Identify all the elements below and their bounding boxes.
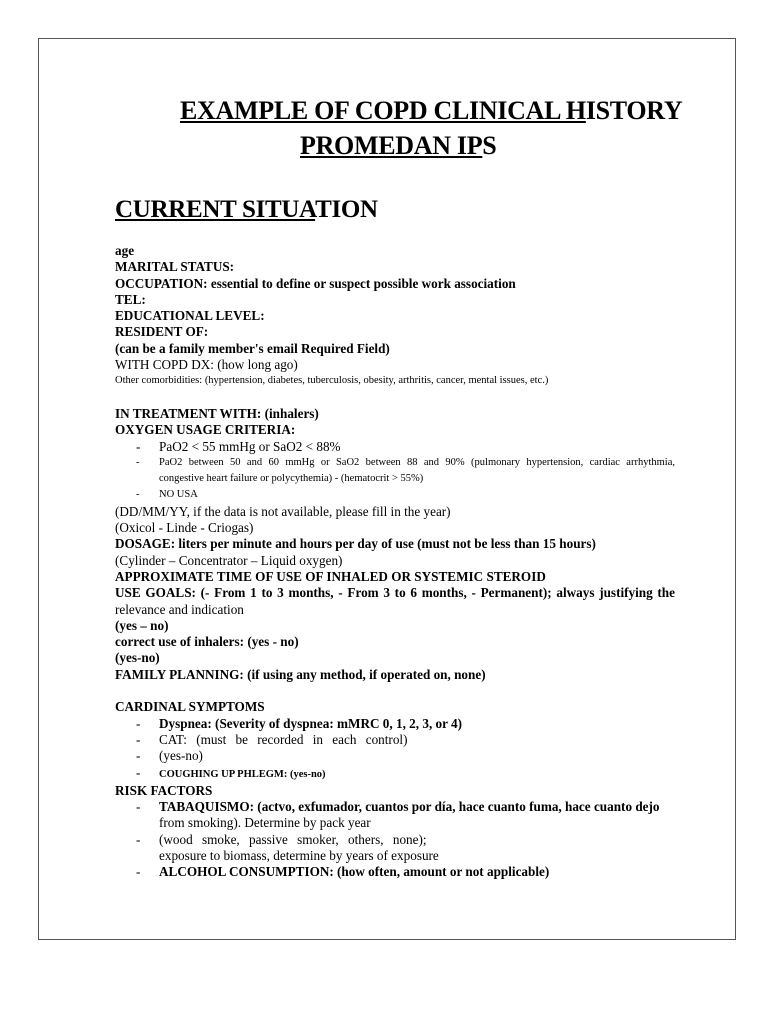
field-copd-dx: WITH COPD DX: (how long ago) <box>115 357 298 373</box>
bullet-dash: - <box>136 764 141 780</box>
bullet-dash: - <box>136 799 141 815</box>
bullet-dash: - <box>136 731 141 747</box>
list-item <box>115 487 675 503</box>
field-steroid: APPROXIMATE TIME OF USE OF INHALED OR SYSTEMIC STEROID <box>115 568 546 584</box>
title-line2-rest: S <box>482 131 497 160</box>
symptom-cat: CAT: (must be recorded in each control) <box>159 731 408 747</box>
bullet-dash: - <box>136 748 141 764</box>
criteria-item-3: NO USA <box>159 489 198 501</box>
list-item <box>115 799 675 832</box>
bullet-dash: - <box>136 438 141 454</box>
field-devices: (Cylinder – Concentrator – Liquid oxygen) <box>115 552 343 568</box>
bullet-dash: - <box>136 831 141 847</box>
field-use-goals-cont: relevance and indication <box>115 601 244 617</box>
title-line1-rest: ISTORY <box>585 96 683 125</box>
document-title-line1 <box>180 96 682 126</box>
field-providers: (Oxicol - Linde - Criogas) <box>115 520 254 536</box>
field-inhaler-use: correct use of inhalers: (yes - no) <box>115 634 299 650</box>
field-marital-status: MARITAL STATUS: <box>115 259 235 275</box>
field-yes-no-2: (yes-no) <box>115 650 160 666</box>
bullet-dash: - <box>136 489 140 501</box>
risk-alcohol: ALCOHOL CONSUMPTION: (how often, amount or not applicable) <box>159 864 550 880</box>
list-item <box>115 765 675 783</box>
spacer <box>115 390 675 406</box>
field-family-planning: FAMILY PLANNING: (if using any method, if operated on, none) <box>115 666 486 682</box>
criteria-item-1: PaO2 < 55 mmHg or SaO2 < 88% <box>159 438 341 454</box>
field-occupation: OCCUPATION: essential to define or suspect possible work association <box>115 275 516 291</box>
section-heading-current-situation <box>115 196 378 224</box>
document-title-line2 <box>300 131 496 161</box>
field-dosage: DOSAGE: liters per minute and hours per day of use (must not be less than 15 hours) <box>115 536 596 552</box>
risk-biomass: (wood smoke, passive smoker, others, none); <box>159 831 427 847</box>
list-item <box>115 716 675 732</box>
list-item <box>115 732 675 748</box>
symptom-coughing: COUGHING UP PHLEGM: (yes-no) <box>159 768 326 780</box>
list-item <box>115 832 675 865</box>
symptom-dyspnea: Dyspnea: (Severity of dyspnea: mMRC 0, 1, 2, 3, or 4) <box>159 715 463 731</box>
list-item <box>115 439 675 455</box>
bullet-dash: - <box>136 715 141 731</box>
title-line2-underlined: PROMEDAN IP <box>300 131 483 160</box>
field-in-treatment: IN TREATMENT WITH: (inhalers) <box>115 405 319 421</box>
field-date-note: (DD/MM/YY, if the data is not available, please fill in the year) <box>115 503 451 519</box>
risk-tabaquismo: TABAQUISMO: (actvo, exfumador, cuantos por día, hace cuanto fuma, hace cuanto dejo <box>159 799 660 815</box>
field-oxygen-criteria: OXYGEN USAGE CRITERIA: <box>115 422 296 438</box>
document-body <box>115 243 675 881</box>
list-item <box>115 864 675 880</box>
field-email-note: (can be a family member's email Required Field) <box>115 340 390 356</box>
symptom-yes-no: (yes-no) <box>159 748 203 764</box>
field-age: age <box>115 243 135 258</box>
criteria-item-2-cont: congestive heart failure or polycythemia) - (hematocrit > 55%) <box>159 473 424 485</box>
section-heading-underlined: CURRENT SITUA <box>115 196 316 223</box>
field-yes-no-1: (yes – no) <box>115 617 169 633</box>
cardinal-symptoms-heading: CARDINAL SYMPTOMS <box>115 699 265 715</box>
title-line1-underlined: EXAMPLE OF COPD CLINICAL H <box>180 96 586 125</box>
bullet-dash: - <box>136 864 141 880</box>
field-educational-level: EDUCATIONAL LEVEL: <box>115 308 265 324</box>
risk-biomass-cont: exposure to biomass, determine by years of exposure <box>159 847 439 863</box>
risk-tabaquismo-cont: from smoking). Determine by pack year <box>159 815 371 831</box>
list-item <box>115 455 675 488</box>
field-resident-of: RESIDENT OF: <box>115 324 209 340</box>
field-use-goals: USE GOALS: (- From 1 to 3 months, - From 3 to 6 months, - Permanent); always justifying the <box>115 585 675 601</box>
risk-factors-heading: RISK FACTORS <box>115 782 213 798</box>
list-item <box>115 748 675 764</box>
section-heading-rest: TION <box>315 196 378 223</box>
spacer <box>115 683 675 699</box>
criteria-item-2: PaO2 between 50 and 60 mmHg or SaO2 between 88 and 90% (pulmonary hypertension, cardiac arrhythmia, <box>159 456 675 468</box>
field-tel: TEL: <box>115 291 146 307</box>
field-comorbidities: Other comorbidities: (hypertension, diabetes, tuberculosis, obesity, arthritis, cancer, mental issues, etc.) <box>115 375 549 387</box>
bullet-dash: - <box>136 456 140 468</box>
